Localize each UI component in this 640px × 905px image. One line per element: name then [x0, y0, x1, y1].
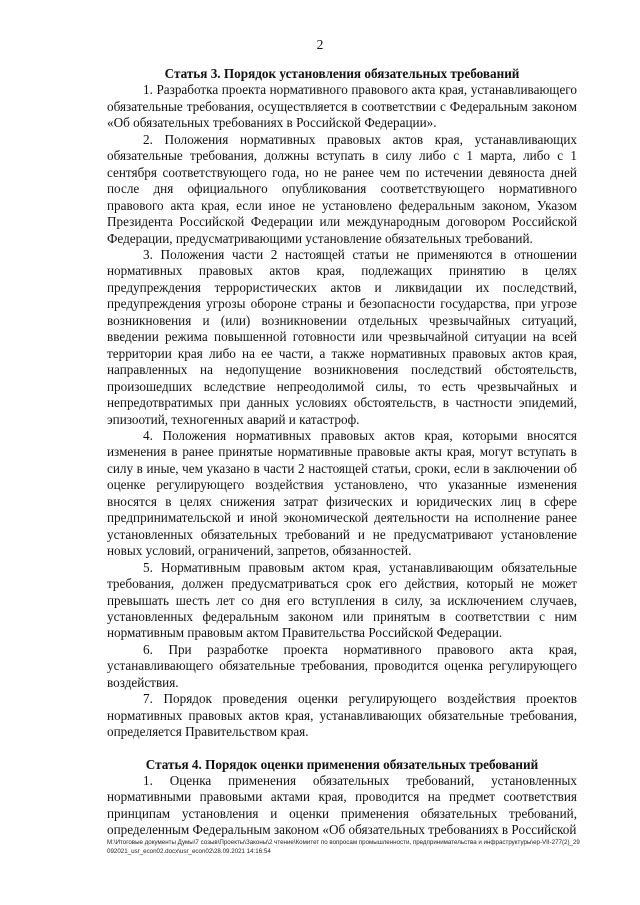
article-3-paragraph-6: 6. При разработке проекта нормативного правового акта края, устанавливающего обязательные требования, проводится оценка регулирующего воздействия. — [107, 641, 577, 690]
article-3-paragraph-2: 2. Положения нормативных правовых актов края, устанавливающих обязательные требования, должны вступать в силу либо с 1 марта, либо с 1 сентября соответствующего года, но не ранее чем по истечении девяноста дней после дня официального опубликования соответствующего нормативного правового акта края, если иное не установлено федеральным законом, Указом Президента Российской Федерации или международным договором Российской Федерации, предусматривающими установление обязательных требований. — [107, 131, 577, 246]
article-4-paragraph-1: 1. Оценка применения обязательных требований, установленных нормативными правовыми актами края, проводится на предмет соответствия принципам установления и оценки применения обязательных требований, определенным Федеральным законом «Об обязательных требованиях в Российской — [107, 773, 577, 838]
page-number: 2 — [316, 37, 324, 52]
article-3-paragraph-4: 4. Положения нормативных правовых актов края, которыми вносятся изменения в ранее принятые нормативные правовые акты края, могут вступать в силу в иные, чем указано в части 2 настоящей статьи, сроки, если в заключении об оценке регулирующего воздействия установлено, что указанные изменения вносятся в целях снижения затрат физических и юридических лиц в сфере предпринимательской и иной экономической деятельности на исполнение ранее установленных обязательных требований и не предусматривают установление новых условий, ограничений, запретов, обязанностей. — [107, 427, 577, 559]
article-3-paragraph-5: 5. Нормативным правовым актом края, устанавливающим обязательные требования, должен предусматриваться срок его действия, который не может превышать шесть лет со дня его вступления в силу, за исключением случаев, установленных федеральным законом или принятым в соответствии с ним нормативным правовым актом Правительства Российской Федерации. — [107, 559, 577, 641]
article-4-heading: Статья 4. Порядок оценки применения обязательных требований — [145, 756, 539, 772]
article-3-paragraph-7: 7. Порядок проведения оценки регулирующего воздействия проектов нормативных правовых актов края, устанавливающих обязательные требования, определяется Правительством края. — [107, 691, 577, 740]
article-3-heading: Статья 3. Порядок установления обязательных требований — [164, 66, 520, 81]
file-path-footer: М:\Итоговые документы Думы\7 созыв\Проекты\Законы\2 чтение\Комитет по вопросам промышленности, предпринимательства и инфраструктуры\ер-VII-277(2)_29092021_usr_econ02.docx\usr_econ02\28.09.2021 14:16:54 — [107, 839, 580, 855]
article-3-paragraph-1: 1. Разработка проекта нормативного правового акта края, устанавливающего обязательные требования, осуществляется в соответствии с Федеральным законом «Об обязательных требованиях в Российской Федерации». — [107, 82, 577, 131]
article-3-paragraph-3: 3. Положения части 2 настоящей статьи не применяются в отношении нормативных правовых актов края, подлежащих принятию в целях предупреждения террористических актов и ликвидации их последствий, предупреждения угрозы обороне страны и безопасности государства, при угрозе возникновения и (или) возникновении отдельных чрезвычайных ситуаций, введении режима повышенной готовности или чрезвычайной ситуации на всей территории края либо на ее части, а также нормативных правовых актов края, направленных на недопущение возникновения последствий обстоятельств, произошедших вследствие непреодолимой силы, то есть чрезвычайных и непредотвратимых при данных условиях обстоятельств, в частности эпидемий, эпизоотий, техногенных аварий и катастроф. — [107, 246, 577, 427]
document-body — [107, 66, 577, 839]
